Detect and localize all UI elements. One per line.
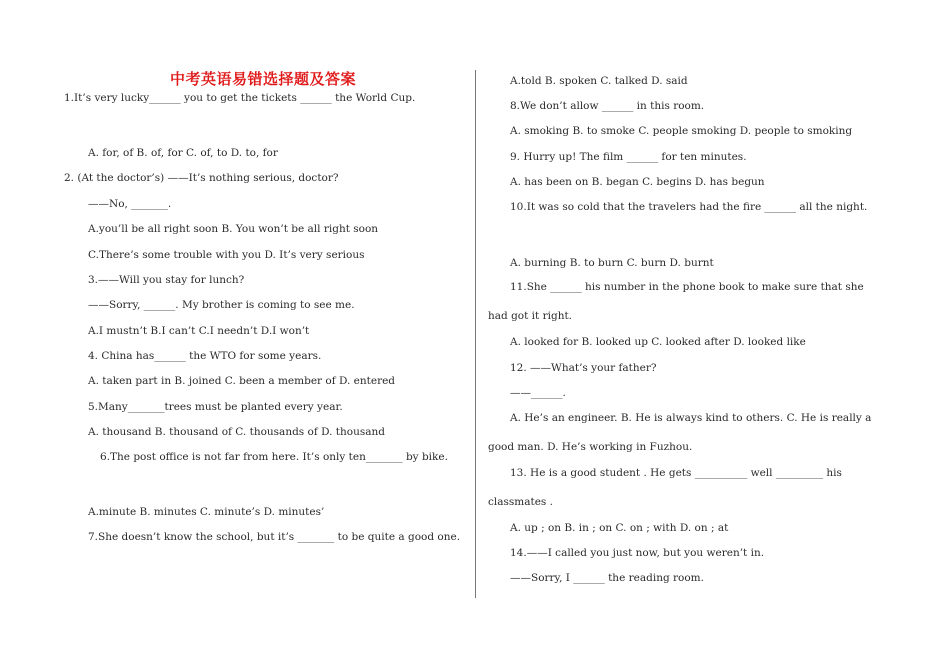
options-7: A.told B. spoken C. talked D. said xyxy=(510,75,688,87)
question-13: 13. He is a good student . He gets __________ well _________ his classmates . xyxy=(488,467,842,508)
options-11: A. looked for B. looked up C. looked after D. looked like xyxy=(510,336,806,348)
column-divider xyxy=(475,70,476,598)
question-12: 12. ——What’s your father? xyxy=(510,362,657,374)
question-2: 2. (At the doctor’s) ——It’s nothing serious, doctor? xyxy=(64,172,339,184)
question-3-reply: ——Sorry, ______. My brother is coming to see me. xyxy=(88,299,355,311)
question-1: 1.It’s very lucky______ you to get the tickets ______ the World Cup. xyxy=(64,92,416,104)
question-8: 8.We don’t allow ______ in this room. xyxy=(510,100,705,112)
options-3: A.I mustn’t B.I can’t C.I needn’t D.I won’t xyxy=(88,325,310,337)
question-14: 14.——I called you just now, but you weren’t in. xyxy=(510,547,765,559)
options-2a: A.you’ll be all right soon B. You won’t be all right soon xyxy=(88,223,379,235)
question-10: 10.It was so cold that the travelers had the fire ______ all the night. xyxy=(510,201,868,213)
options-4: A. taken part in B. joined C. been a member of D. entered xyxy=(88,375,396,387)
options-12: A. He’s an engineer. B. He is always kind to others. C. He is really a good man. D. He’s working in Fuzhou. xyxy=(488,412,872,453)
question-9: 9. Hurry up! The film ______ for ten minutes. xyxy=(510,151,747,163)
question-6: 6.The post office is not far from here. It’s only ten_______ by bike. xyxy=(100,451,448,463)
options-8: A. smoking B. to smoke C. people smoking D. people to smoking xyxy=(510,125,853,137)
question-12-reply: ——______. xyxy=(510,387,566,399)
options-9: A. has been on B. began C. begins D. has begun xyxy=(510,176,765,188)
page-title: 中考英语易错选择题及答案 xyxy=(170,70,357,88)
options-6: A.minute B. minutes C. minute’s D. minutes’ xyxy=(88,506,325,518)
options-10: A. burning B. to burn C. burn D. burnt xyxy=(510,257,714,269)
options-13: A. up ; on B. in ; on C. on ; with D. on ; at xyxy=(510,522,729,534)
options-5: A. thousand B. thousand of C. thousands of D. thousand xyxy=(88,426,385,438)
question-14-reply: ——Sorry, I ______ the reading room. xyxy=(510,572,704,584)
question-2-reply: ——No, _______. xyxy=(88,198,172,210)
question-11: 11.She ______ his number in the phone book to make sure that she had got it right. xyxy=(488,281,864,322)
question-3: 3.——Will you stay for lunch? xyxy=(88,274,245,286)
options-2b: C.There’s some trouble with you D. It’s very serious xyxy=(88,249,365,261)
question-4: 4. China has______ the WTO for some years. xyxy=(88,350,322,362)
options-1: A. for, of B. of, for C. of, to D. to, for xyxy=(88,147,278,159)
question-7: 7.She doesn’t know the school, but it’s _______ to be quite a good one. xyxy=(88,531,461,543)
question-5: 5.Many_______trees must be planted every year. xyxy=(88,401,343,413)
